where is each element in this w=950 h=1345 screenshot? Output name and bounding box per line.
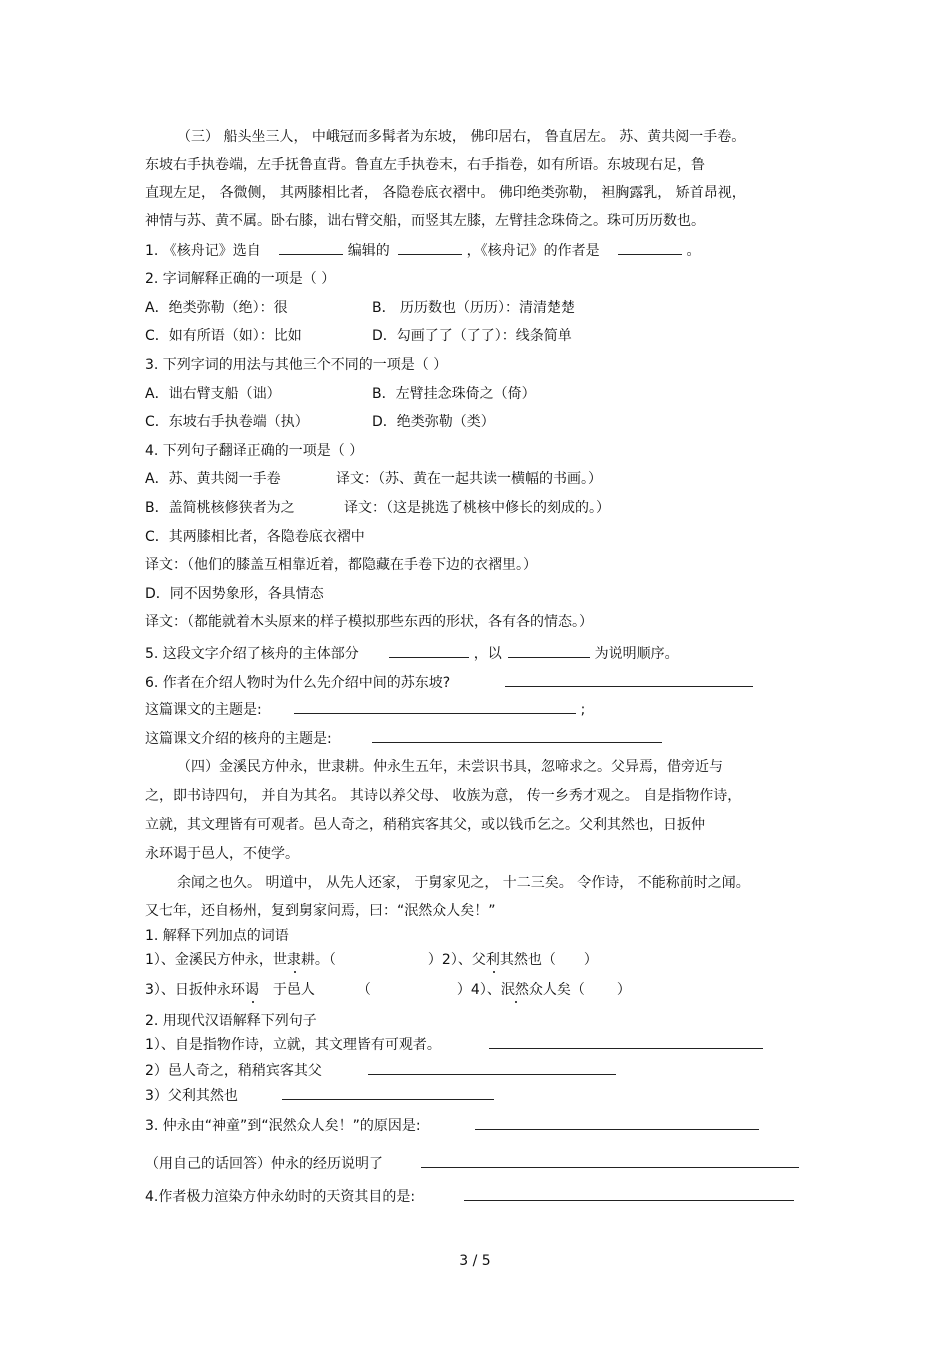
q3-1-text-d: 。: [686, 243, 701, 259]
q4-1-r2-f: ）: [616, 982, 631, 998]
q4-1-r2-c: （: [356, 982, 371, 998]
passage-4-line-2: 之，即书诗四句， 并自为其名。 其诗以养父母、 收族为意， 传一乡秀才观之。 自是指物作诗，: [145, 788, 742, 804]
option-3-3-c: C．东坡右手执卷端（执）: [145, 414, 309, 430]
q3-1-text-b: 编辑的: [347, 243, 390, 259]
question-3-6-boat-theme: [145, 730, 662, 748]
passage-3-line-1: （三） 船头坐三人， 中峨冠而多髯者为东坡， 佛印居右， 鲁直居左。 苏、黄共阅一手卷。: [177, 129, 746, 145]
option-3-4-c-translation: 译文：（他们的膝盖互相靠近着，都隐藏在手卷下边的衣褶里。）: [145, 557, 537, 573]
dotted-word: 泯然: [500, 982, 529, 998]
answer-blank[interactable]: [398, 242, 462, 255]
option-3-2-b: B． 历历数也（历历）：清清楚楚: [372, 300, 576, 316]
question-3-5: [145, 645, 679, 663]
answer-blank[interactable]: [372, 730, 662, 743]
option-3-4-d: D．同不因势象形，各具情态: [145, 586, 324, 602]
q4-1-r1-a: 1）、金溪民方仲永，世: [145, 952, 287, 968]
answer-blank[interactable]: [389, 645, 469, 658]
option-3-4-a: A．苏、黄共阅一手卷: [145, 471, 281, 487]
answer-blank[interactable]: [368, 1062, 616, 1075]
question-4-2-b: [145, 1062, 616, 1080]
answer-blank[interactable]: [618, 242, 682, 255]
option-3-4-c: C．其两膝相比者，各隐卷底衣褶中: [145, 529, 365, 545]
q4-1-r1-b: 耕。（: [300, 952, 336, 968]
q4-1-r1-c: ）2）、父: [427, 952, 486, 968]
q4-3-text: 3. 仲永由“神童”到“泯然众人矣！”的原因是:: [145, 1118, 421, 1134]
option-3-3-b: B．左臂挂念珠倚之（倚）: [372, 386, 536, 402]
question-4-2: 2. 用现代汉语解释下列句子: [145, 1013, 317, 1029]
option-3-4-a-translation: 译文：（苏、黄在一起共读一横幅的书画。）: [336, 471, 602, 487]
answer-blank[interactable]: [279, 242, 343, 255]
question-3-4: 4. 下列句子翻译正确的一项是（ ）: [145, 443, 364, 459]
q4-3b-text: （用自己的话回答）仲永的经历说明了: [145, 1156, 383, 1172]
dotted-word: 谒: [244, 982, 259, 998]
q4-1-r2-d: ）4）、: [456, 982, 501, 998]
question-3-6-theme: [145, 701, 585, 719]
passage-4-line-4: 永环谒于邑人，不使学。: [145, 846, 299, 862]
question-4-3-b: [145, 1155, 799, 1173]
question-3-1: [145, 242, 701, 260]
question-4-3: [145, 1117, 759, 1135]
q4-4-text: 4.作者极力渲染方仲永幼时的天资其目的是:: [145, 1189, 416, 1205]
q4-2a-text: 1）、自是指物作诗，立就，其文理皆有可观者。: [145, 1037, 441, 1053]
answer-blank[interactable]: [505, 674, 753, 687]
dotted-word: 利: [485, 952, 500, 968]
q4-1-r2-a: 3）、日扳仲永环: [145, 982, 245, 998]
answer-blank[interactable]: [421, 1155, 799, 1168]
answer-blank[interactable]: [294, 701, 576, 714]
question-4-1-row-2: [145, 981, 631, 999]
answer-blank[interactable]: [475, 1117, 759, 1130]
q4-1-r1-d: 其然也（: [499, 952, 556, 968]
question-4-4: [145, 1188, 794, 1206]
q4-1-r2-b: 于邑人: [272, 982, 315, 998]
passage-3-line-3: 直现左足， 各微侧， 其两膝相比者， 各隐卷底衣褶中。 佛印绝类弥勒， 袒胸露乳， 矫首昂视，: [145, 185, 746, 201]
option-3-4-b: B．盖简桃核修狭者为之: [145, 500, 295, 516]
answer-blank[interactable]: [464, 1188, 794, 1201]
q3-6-text: 6. 作者在介绍人物时为什么先介绍中间的苏东坡?: [145, 675, 451, 691]
q3-5-text-c: 为说明顺序。: [594, 646, 679, 662]
page-number: 3 / 5: [459, 1253, 491, 1269]
q3-6-theme-text: 这篇课文的主题是:: [145, 702, 262, 718]
answer-blank[interactable]: [489, 1036, 763, 1049]
passage-3-line-4: 神情与苏、黄不属。卧右膝，诎右臂交船，而竖其左膝，左臂挂念珠倚之。珠可历历数也。: [145, 213, 705, 229]
q3-6-theme-end: ;: [580, 702, 586, 718]
question-4-1: 1. 解释下列加点的词语: [145, 928, 289, 944]
question-3-2: 2. 字词解释正确的一项是（ ）: [145, 271, 336, 287]
question-4-1-row-1: [145, 951, 598, 969]
passage-4-line-6: 又七年，还自杨州，复到舅家问焉，曰：“泯然众人矣！”: [145, 903, 496, 919]
answer-blank[interactable]: [282, 1087, 494, 1100]
question-3-3: 3. 下列字词的用法与其他三个不同的一项是（ ）: [145, 357, 448, 373]
option-3-2-d: D．勾画了了（了了）：线条简单: [372, 328, 572, 344]
option-3-4-b-translation: 译文：（这是挑选了桃核中修长的刻成的。）: [344, 500, 610, 516]
passage-3-line-2: 东坡右手执卷端，左手抚鲁直背。鲁直左手执卷末，右手指卷，如有所语。东坡现右足，鲁: [145, 157, 705, 173]
option-3-4-d-translation: 译文：（都能就着木头原来的样子模拟那些东西的形状，各有各的情态。）: [145, 614, 593, 630]
passage-4-line-5: 余闻之也久。 明道中， 从先人还家， 于舅家见之， 十二三矣。 令作诗， 不能称前时之闻。: [177, 875, 750, 891]
q3-6-boat-text: 这篇课文介绍的核舟的主题是:: [145, 731, 332, 747]
passage-4-line-1: （四）金溪民方仲永，世隶耕。仲永生五年，未尝识书具，忽啼求之。父异焉，借旁近与: [177, 759, 723, 775]
q3-5-text-a: 5. 这段文字介绍了核舟的主体部分: [145, 646, 359, 662]
q3-1-text-a: 1. 《核舟记》选自: [145, 243, 261, 259]
option-3-2-a: A．绝类弥勒（绝）：很: [145, 300, 288, 316]
option-3-3-a: A．诎右臂支船（诎）: [145, 386, 281, 402]
question-4-2-a: [145, 1036, 763, 1054]
dotted-word: 隶: [286, 952, 301, 968]
passage-4-line-3: 立就，其文理皆有可观者。邑人奇之，稍稍宾客其父，或以钱币乞之。父利其然也，日扳仲: [145, 817, 705, 833]
q4-2b-text: 2）邑人奇之，稍稍宾客其父: [145, 1063, 322, 1079]
option-3-3-d: D．绝类弥勒（类）: [372, 414, 495, 430]
q3-5-text-b: ，以: [473, 646, 502, 662]
option-3-2-c: C．如有所语（如）：比如: [145, 328, 302, 344]
answer-blank[interactable]: [508, 645, 590, 658]
question-3-6: [145, 674, 753, 692]
q4-2c-text: 3）父利其然也: [145, 1088, 238, 1104]
q4-1-r1-e: ）: [583, 952, 598, 968]
question-4-2-c: [145, 1087, 494, 1105]
q4-1-r2-e: 众人矣（: [528, 982, 585, 998]
q3-1-text-c: ，《核舟记》的作者是: [466, 243, 600, 259]
